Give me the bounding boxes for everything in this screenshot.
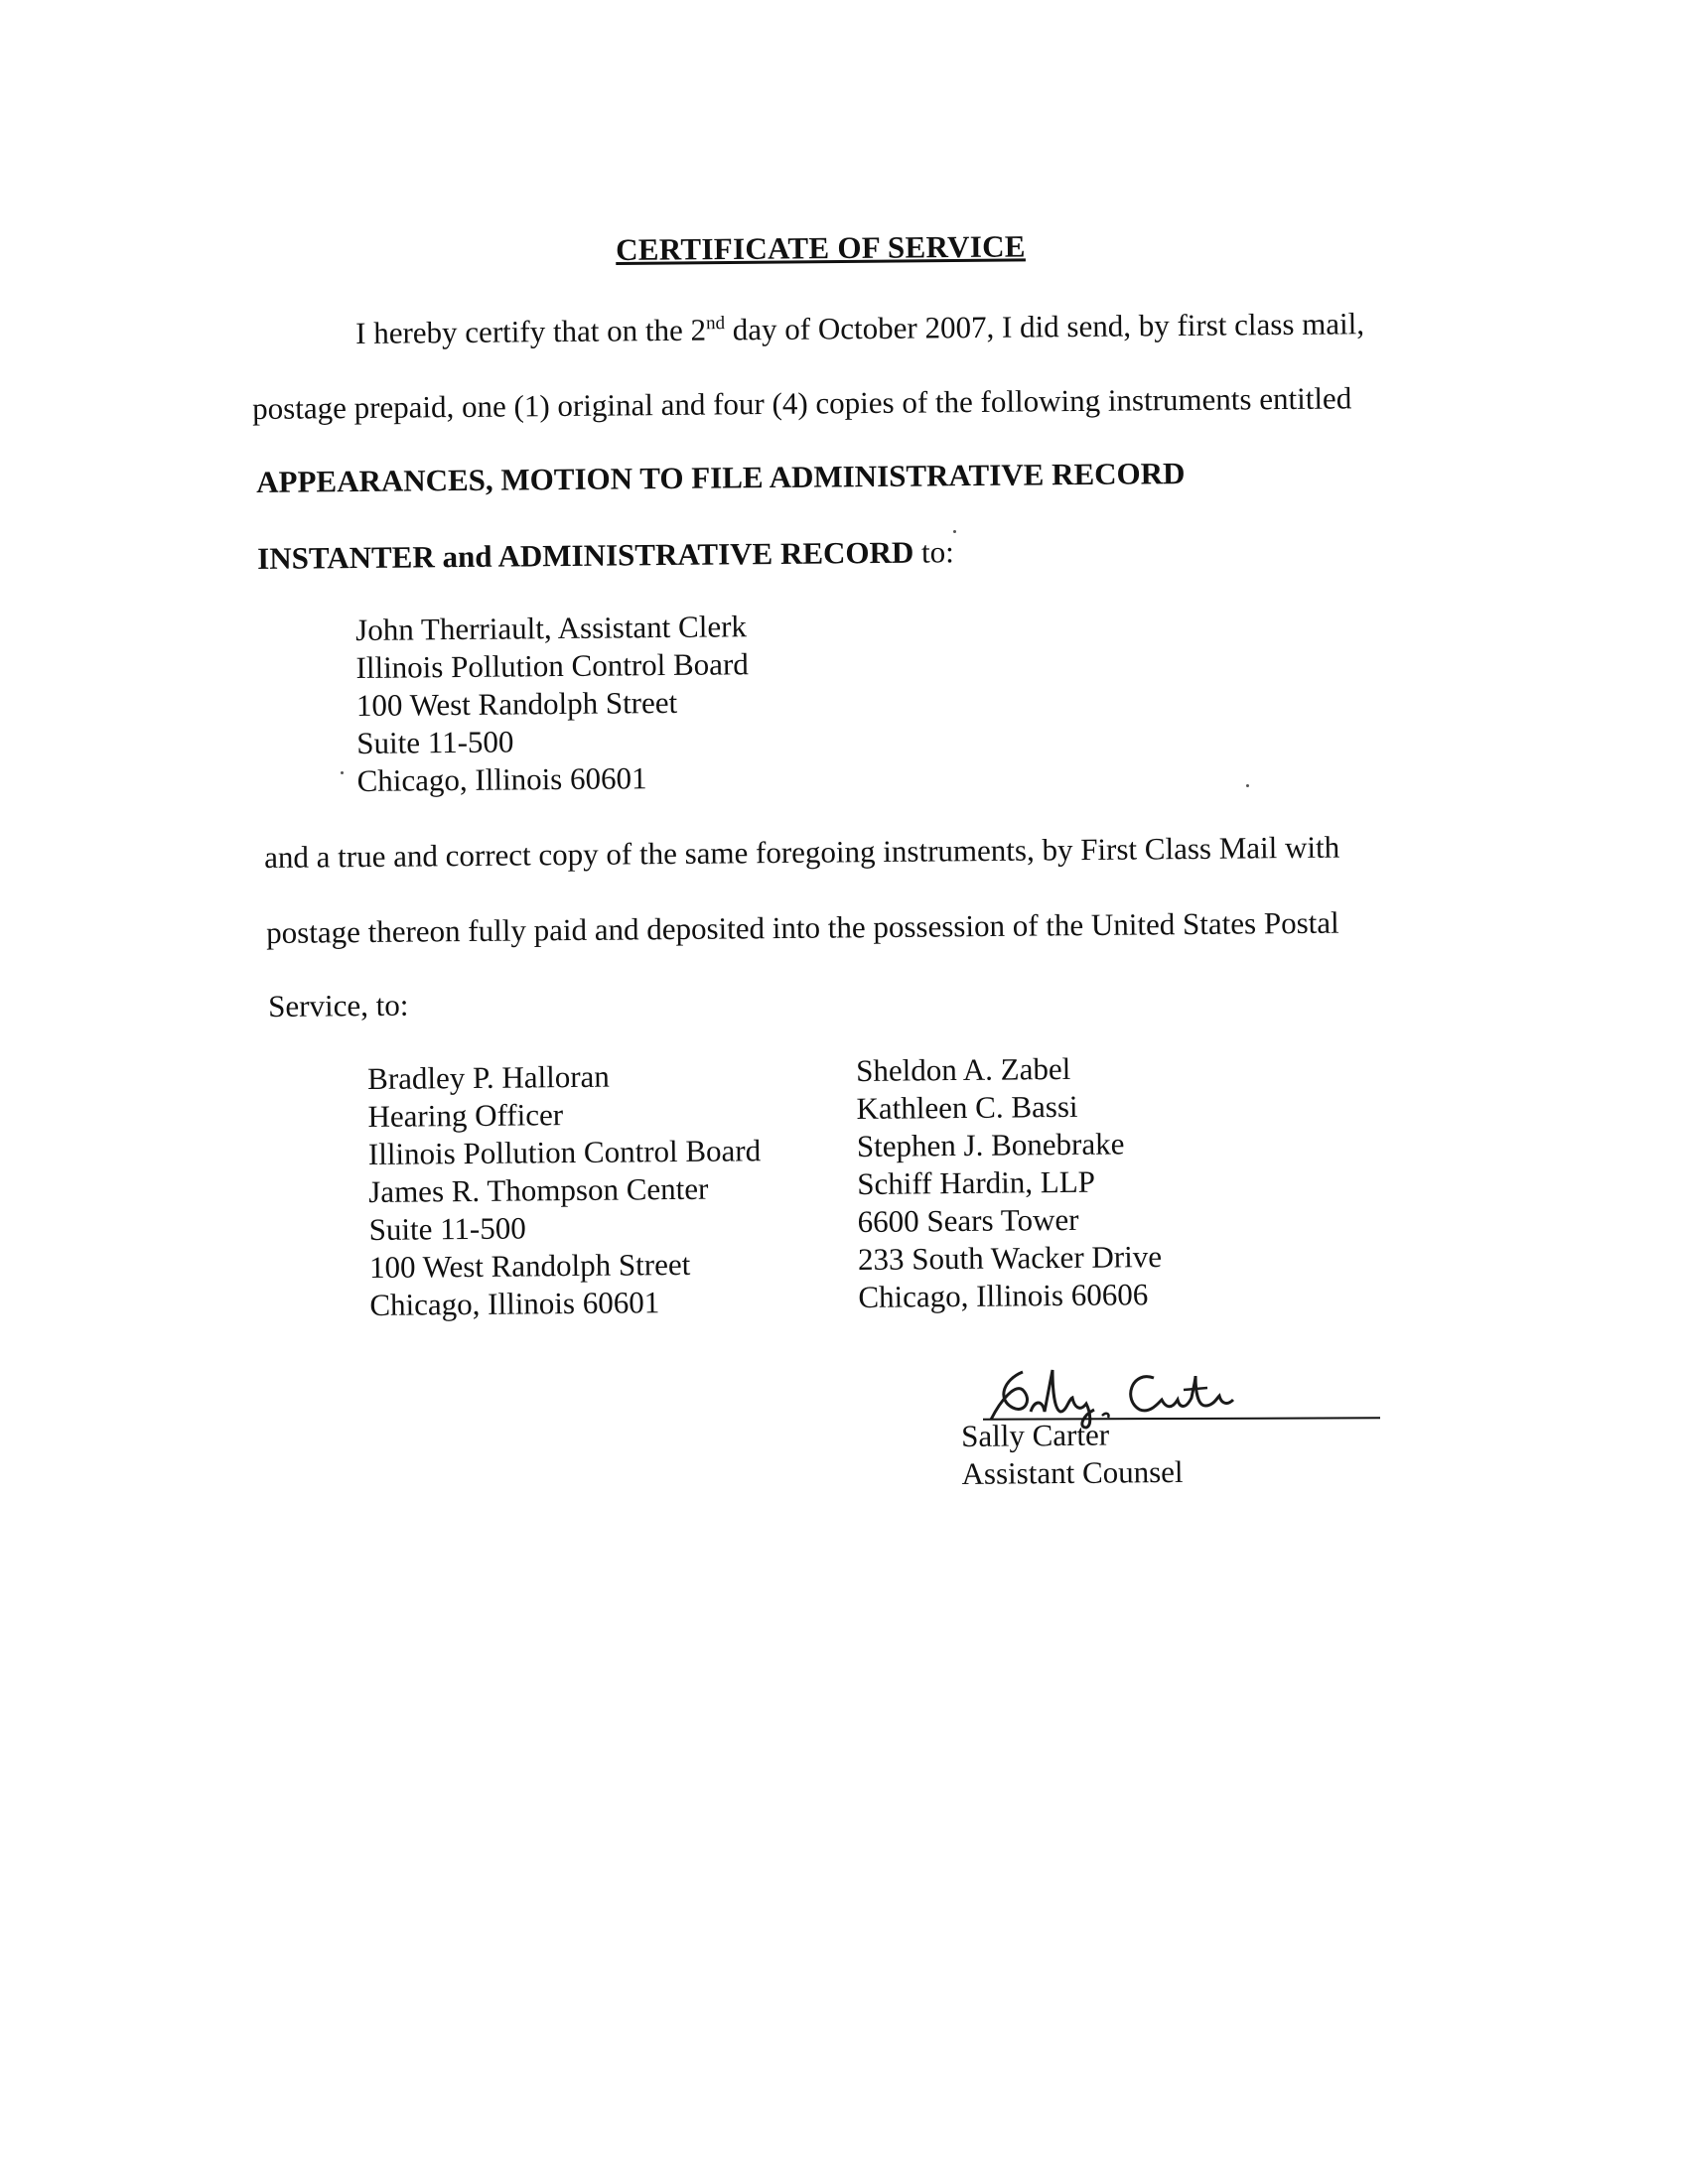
recipient-address-left xyxy=(367,1056,763,1324)
address-line: Schiff Hardin, LLP xyxy=(857,1163,1096,1201)
page-title: CERTIFICATE OF SERVICE xyxy=(616,228,1026,267)
primary-recipient-address xyxy=(355,608,750,800)
para1-prefix: I hereby certify that on the 2 xyxy=(355,312,707,350)
instruments-title-bold: INSTANTER and ADMINISTRATIVE RECORD xyxy=(257,534,914,576)
address-line: John Therriault, Assistant Clerk xyxy=(355,609,748,647)
instruments-title-line-1: APPEARANCES, MOTION TO FILE ADMINISTRATIVE RECORD xyxy=(256,456,1186,499)
para1-suffix: day of October 2007, I did send, by first class mail, xyxy=(724,306,1365,347)
address-line: James R. Thompson Center xyxy=(368,1170,709,1209)
signer-block xyxy=(961,1416,1184,1493)
recipient-address-right xyxy=(856,1049,1163,1316)
scan-speck xyxy=(341,771,344,774)
service-paragraph-line-3: Service, to: xyxy=(268,987,409,1024)
address-line: Chicago, Illinois 60606 xyxy=(858,1277,1149,1314)
certification-paragraph-line-1 xyxy=(355,306,1364,351)
address-line: Suite 11-500 xyxy=(368,1210,526,1247)
scan-speck xyxy=(953,530,956,533)
address-line: Sheldon A. Zabel xyxy=(856,1050,1071,1088)
service-paragraph-line-2: postage thereon fully paid and deposited into the possession of the United States Postal xyxy=(266,904,1339,950)
address-line: Suite 11-500 xyxy=(356,724,514,760)
instruments-title-tail: to: xyxy=(913,534,954,570)
service-paragraph-line-1: and a true and correct copy of the same foregoing instruments, by First Class Mail with xyxy=(264,829,1340,875)
address-line: 100 West Randolph Street xyxy=(355,684,678,723)
address-line: Chicago, Illinois 60601 xyxy=(356,760,647,798)
para1-ordinal: nd xyxy=(705,313,726,335)
signer-name: Sally Carter xyxy=(961,1417,1110,1453)
address-line: Illinois Pollution Control Board xyxy=(367,1133,762,1171)
instruments-title-line-2 xyxy=(257,534,954,577)
certification-paragraph-line-2: postage prepaid, one (1) original and four (4) copies of the following instruments entitled xyxy=(252,380,1352,426)
address-line: Illinois Pollution Control Board xyxy=(355,646,749,685)
signer-title: Assistant Counsel xyxy=(961,1453,1184,1491)
address-line: Chicago, Illinois 60601 xyxy=(369,1285,660,1322)
address-line: 233 South Wacker Drive xyxy=(857,1239,1163,1277)
address-line: Kathleen C. Bassi xyxy=(856,1088,1078,1126)
address-line: 100 West Randolph Street xyxy=(368,1246,691,1285)
address-line: 6600 Sears Tower xyxy=(857,1201,1079,1239)
address-line: Hearing Officer xyxy=(367,1097,564,1134)
address-line: Bradley P. Halloran xyxy=(367,1058,610,1096)
address-line: Stephen J. Bonebrake xyxy=(856,1126,1125,1163)
scan-speck xyxy=(1246,784,1249,787)
